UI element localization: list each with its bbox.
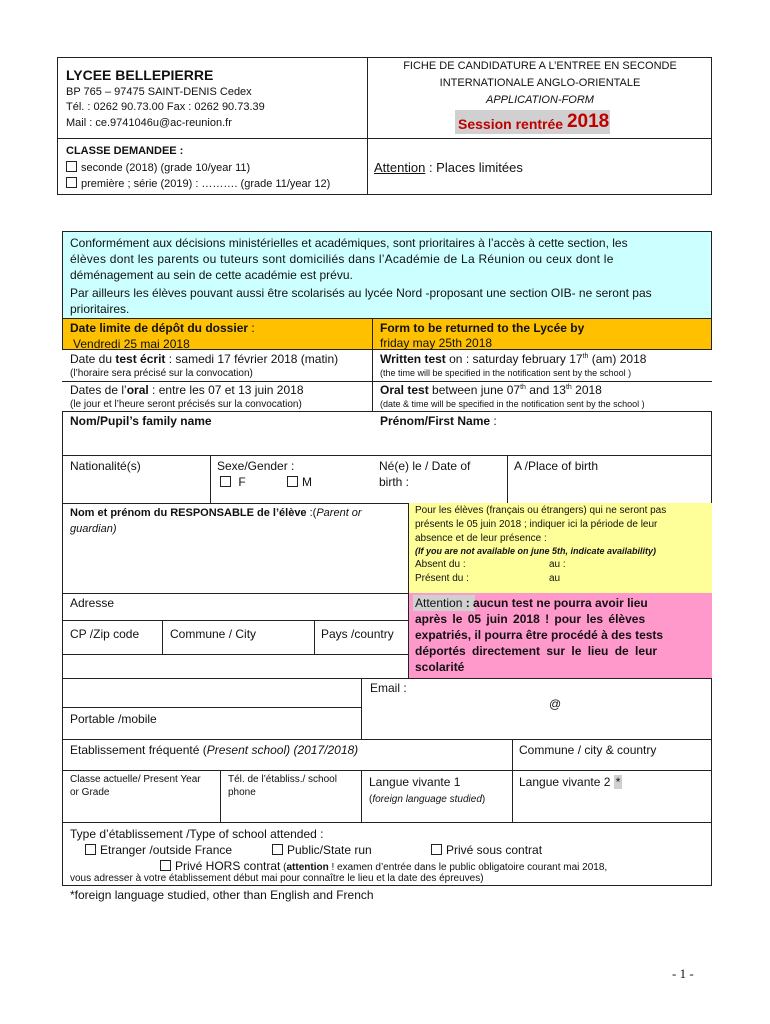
school-type-prive-sous-contrat[interactable]: Privé sous contrat <box>431 843 542 857</box>
attention-places: Attention : Places limitées <box>374 160 523 175</box>
checkbox[interactable] <box>220 476 231 487</box>
school-phone-fax: Tél. : 0262 90.73.00 Fax : 0262 90.73.39 <box>66 101 265 113</box>
place-of-birth-label: A /Place of birth <box>514 459 599 473</box>
dob-label-1: Né(e) le / Date of <box>379 459 471 473</box>
info-line4: Par ailleurs les élèves pouvant aussi être scolarisés au lycée Nord -proposant une section OIB- ne seront pas <box>70 286 652 300</box>
lv1-note: (foreign language studied) <box>369 794 486 805</box>
lv2-label: Langue vivante 2 * <box>519 775 621 789</box>
classe-option-seconde[interactable]: seconde (2018) (grade 10/year 11) <box>66 161 250 175</box>
school-mail: Mail : ce.9741046u@ac-reunion.fr <box>66 117 232 129</box>
school-type-prive-hors-contrat[interactable]: Privé HORS contrat (attention ! examen d’entrée dans le public obligatoire courant mai 2018, <box>160 859 607 874</box>
absence-line3: absence et de leur présence : <box>415 533 547 544</box>
first-name-input[interactable] <box>376 430 710 454</box>
email-label: Email : <box>370 681 407 695</box>
adresse-label: Adresse <box>70 596 115 610</box>
absent-to-label: au : <box>549 559 566 570</box>
present-from-label: Présent du : <box>415 573 469 584</box>
info-line2: élèves dont les parents ou tuteurs sont domiciliés dans l’Académie de La Réunion ou ceux dont le <box>70 252 614 266</box>
commune-country-label: Commune / city & country <box>519 743 657 757</box>
school-type-title: Type d’établissement /Type of school attended : <box>70 827 324 841</box>
sex-f-option[interactable]: F <box>220 475 246 489</box>
info-line1: Conformément aux décisions ministérielles et académiques, sont prioritaires à l’accès à cette section, les <box>70 236 628 250</box>
deadline-fr-date: Vendredi 25 mai 2018 <box>73 337 190 351</box>
info-line3: déménagement au sein de cette académie est prévu. <box>70 268 353 282</box>
sex-m-option[interactable]: M <box>287 475 312 489</box>
checkbox[interactable] <box>160 860 171 871</box>
tel-etab-label-1: Tél. de l’établiss./ school <box>228 774 337 785</box>
checkbox[interactable] <box>287 476 298 487</box>
form-title-line2: INTERNATIONALE ANGLO-ORIENTALE <box>439 77 641 89</box>
classe-actuelle-label-1: Classe actuelle/ Present Year <box>70 774 201 785</box>
pink-notice-line5: scolarité <box>415 660 465 674</box>
present-to-label: au <box>549 573 561 584</box>
pink-notice-line2: après le 05 juin 2018 ! pour les élèves <box>415 612 646 626</box>
school-type-etranger[interactable]: Etranger /outside France <box>85 843 232 857</box>
lv1-label: Langue vivante 1 <box>369 775 461 789</box>
page-number: - 1 - <box>672 966 694 981</box>
oral-test-en: Oral test between june 07th and 13th 2018 <box>380 383 602 397</box>
school-name: LYCEE BELLEPIERRE <box>66 67 214 83</box>
responsable-label: Nom et prénom du RESPONSABLE de l’élève :(Parent or <box>70 507 362 519</box>
commune-label: Commune / City <box>170 627 257 641</box>
family-name-input[interactable] <box>64 430 370 454</box>
tel-etab-label-2: phone <box>228 787 256 798</box>
zip-label: CP /Zip code <box>70 627 140 641</box>
deadline-en-title: Form to be returned to the Lycée by <box>380 321 585 335</box>
classe-actuelle-label-2: or Grade <box>70 787 110 798</box>
written-test-en: Written test on : saturday february 17th (am) 2018 <box>380 352 647 366</box>
classe-title: CLASSE DEMANDEE : <box>66 145 184 157</box>
pays-label: Pays /country <box>321 627 394 641</box>
email-at: @ <box>549 697 562 711</box>
checkbox[interactable] <box>66 177 77 188</box>
responsable-label-2: guardian) <box>70 523 117 535</box>
oral-test-en-note: (date & time will be specified in the notification sent by the school ) <box>380 399 645 409</box>
school-type-note-line2: vous adresser à votre établissement début mai pour connaître le lieu et la date des épreuves) <box>70 873 484 884</box>
classe-option-premiere[interactable]: première ; série (2019) : ………. (grade 11/year 12) <box>66 177 330 191</box>
session-year: 2018 <box>566 111 610 132</box>
checkbox[interactable] <box>66 161 77 172</box>
dob-label-2: birth : <box>379 475 410 489</box>
absence-line1: Pour les élèves (français ou étrangers) qui ne seront pas <box>415 505 667 516</box>
session-label: Session rentrée 2018 <box>458 111 610 132</box>
written-test-en-note: (the time will be specified in the notification sent by the school ) <box>380 368 632 378</box>
absent-from-label: Absent du : <box>415 559 466 570</box>
sex-label: Sexe/Gender : <box>217 459 295 473</box>
email-input[interactable] <box>363 695 710 737</box>
absence-line2: présents le 05 juin 2018 ; indiquer ici la période de leur <box>415 519 658 530</box>
form-title-line3: APPLICATION-FORM <box>486 94 594 106</box>
footnote: *foreign language studied, other than English and French <box>70 888 374 902</box>
school-type-public[interactable]: Public/State run <box>272 843 372 857</box>
deadline-fr-title: Date limite de dépôt du dossier : <box>70 321 255 335</box>
school-address: BP 765 – 97475 SAINT-DENIS Cedex <box>66 86 252 98</box>
oral-test-fr: Dates de l’oral : entre les 07 et 13 juin 2018 <box>70 383 304 397</box>
checkbox[interactable] <box>431 844 442 855</box>
nationality-label: Nationalité(s) <box>70 459 141 473</box>
written-test-fr: Date du test écrit : samedi 17 février 2018 (matin) <box>70 352 339 366</box>
pink-notice-line3: expatriés, il pourra être procédé à des tests <box>415 628 664 642</box>
etab-label: Etablissement fréquenté (Present school) (2017/2018) <box>70 743 359 757</box>
written-test-fr-note: (l’horaire sera précisé sur la convocation) <box>70 368 253 379</box>
checkbox[interactable] <box>272 844 283 855</box>
checkbox[interactable] <box>85 844 96 855</box>
pink-notice-line4: déportés directement sur le lieu de leur <box>415 644 658 658</box>
family-name-label: Nom/Pupil’s family name <box>70 414 212 428</box>
oral-test-fr-note: (le jour et l’heure seront précisés sur la convocation) <box>70 399 302 410</box>
absence-line4: (If you are not available on june 5th, indicate availability) <box>415 546 657 556</box>
form-title-line1: FICHE DE CANDIDATURE A L’ENTREE EN SECONDE <box>403 60 677 72</box>
deadline-en-date: friday may 25th 2018 <box>380 336 493 350</box>
pink-notice-line1: Attention : aucun test ne pourra avoir lieu <box>415 596 648 610</box>
mobile-label: Portable /mobile <box>70 712 157 726</box>
info-line5: prioritaires. <box>70 302 130 316</box>
first-name-label: Prénom/First Name : <box>380 414 497 428</box>
